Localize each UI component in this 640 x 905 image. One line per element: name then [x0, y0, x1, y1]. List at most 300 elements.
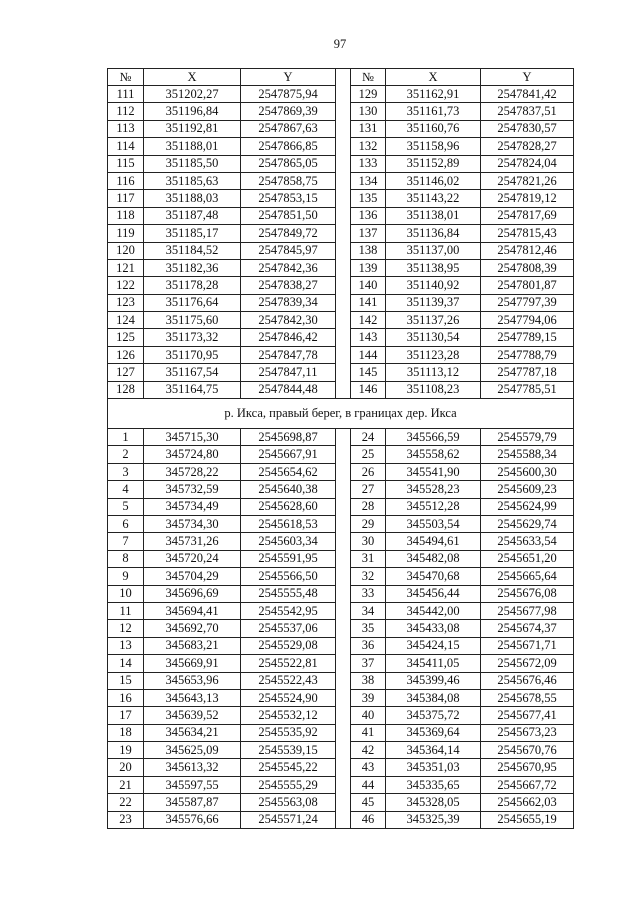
table-row [108, 794, 574, 811]
cell-x-coordinate: 351113,12 [386, 364, 481, 381]
cell-point-number: 124 [108, 312, 144, 329]
column-gap [336, 794, 351, 811]
column-gap [336, 637, 351, 654]
table-row [108, 172, 574, 189]
cell-point-number: 30 [351, 533, 386, 550]
cell-point-number: 116 [108, 172, 144, 189]
cell-x-coordinate: 351130,54 [386, 329, 481, 346]
cell-x-coordinate: 351139,37 [386, 294, 481, 311]
cell-x-coordinate: 345494,61 [386, 533, 481, 550]
cell-y-coordinate: 2545539,15 [241, 742, 336, 759]
table-row [108, 637, 574, 654]
cell-point-number: 19 [108, 742, 144, 759]
cell-y-coordinate: 2547841,42 [481, 86, 574, 103]
column-gap [336, 207, 351, 224]
cell-y-coordinate: 2547842,30 [241, 312, 336, 329]
cell-point-number: 8 [108, 550, 144, 567]
cell-x-coordinate: 345433,08 [386, 620, 481, 637]
cell-y-coordinate: 2545563,08 [241, 794, 336, 811]
cell-y-coordinate: 2545555,48 [241, 585, 336, 602]
page-number: 97 [333, 37, 347, 51]
column-gap [336, 463, 351, 480]
section-title-row [108, 399, 574, 429]
cell-y-coordinate: 2545678,55 [481, 689, 574, 706]
column-gap [336, 312, 351, 329]
cell-x-coordinate: 345456,44 [386, 585, 481, 602]
cell-y-coordinate: 2545677,98 [481, 602, 574, 619]
cell-y-coordinate: 2545667,72 [481, 776, 574, 793]
table-row [108, 498, 574, 515]
column-gap [336, 724, 351, 741]
cell-x-coordinate: 345325,39 [386, 811, 481, 828]
cell-point-number: 34 [351, 602, 386, 619]
cell-y-coordinate: 2547839,34 [241, 294, 336, 311]
cell-x-coordinate: 345696,69 [144, 585, 241, 602]
cell-point-number: 11 [108, 602, 144, 619]
cell-x-coordinate: 351185,63 [144, 172, 241, 189]
cell-y-coordinate: 2545522,43 [241, 672, 336, 689]
section-title-body [108, 399, 574, 429]
cell-y-coordinate: 2545545,22 [241, 759, 336, 776]
cell-point-number: 42 [351, 742, 386, 759]
table-row [108, 759, 574, 776]
table-row [108, 329, 574, 346]
cell-x-coordinate: 345731,26 [144, 533, 241, 550]
cell-y-coordinate: 2545698,87 [241, 429, 336, 446]
cell-point-number: 138 [351, 242, 386, 259]
table-row [108, 242, 574, 259]
cell-point-number: 114 [108, 138, 144, 155]
column-gap [336, 620, 351, 637]
column-gap [336, 585, 351, 602]
cell-point-number: 38 [351, 672, 386, 689]
cell-x-coordinate: 345375,72 [386, 707, 481, 724]
table-row [108, 207, 574, 224]
cell-point-number: 146 [351, 381, 386, 398]
cell-point-number: 122 [108, 277, 144, 294]
cell-x-coordinate: 345613,32 [144, 759, 241, 776]
cell-y-coordinate: 2545676,46 [481, 672, 574, 689]
cell-y-coordinate: 2545624,99 [481, 498, 574, 515]
cell-point-number: 125 [108, 329, 144, 346]
column-gap [336, 381, 351, 398]
cell-point-number: 39 [351, 689, 386, 706]
cell-x-coordinate: 351175,60 [144, 312, 241, 329]
table-row [108, 533, 574, 550]
cell-y-coordinate: 2547821,26 [481, 172, 574, 189]
cell-x-coordinate: 351173,32 [144, 329, 241, 346]
cell-y-coordinate: 2545522,81 [241, 655, 336, 672]
table-row [108, 277, 574, 294]
cell-point-number: 118 [108, 207, 144, 224]
cell-point-number: 46 [351, 811, 386, 828]
cell-y-coordinate: 2545677,41 [481, 707, 574, 724]
cell-point-number: 17 [108, 707, 144, 724]
column-gap [336, 242, 351, 259]
column-gap [336, 429, 351, 446]
cell-x-coordinate: 345558,62 [386, 446, 481, 463]
cell-y-coordinate: 2547842,36 [241, 259, 336, 276]
cell-point-number: 120 [108, 242, 144, 259]
cell-y-coordinate: 2547847,78 [241, 346, 336, 363]
table-row [108, 550, 574, 567]
cell-x-coordinate: 351161,73 [386, 103, 481, 120]
cell-y-coordinate: 2545673,23 [481, 724, 574, 741]
column-gap [336, 259, 351, 276]
cell-x-coordinate: 351185,50 [144, 155, 241, 172]
column-gap [336, 446, 351, 463]
table-row [108, 190, 574, 207]
cell-y-coordinate: 2547794,06 [481, 312, 574, 329]
cell-point-number: 12 [108, 620, 144, 637]
cell-point-number: 1 [108, 429, 144, 446]
cell-y-coordinate: 2547808,39 [481, 259, 574, 276]
cell-point-number: 4 [108, 481, 144, 498]
column-gap [336, 138, 351, 155]
column-gap [336, 103, 351, 120]
table-row [108, 86, 574, 103]
cell-y-coordinate: 2547789,15 [481, 329, 574, 346]
cell-point-number: 111 [108, 86, 144, 103]
cell-point-number: 145 [351, 364, 386, 381]
cell-x-coordinate: 351167,54 [144, 364, 241, 381]
cell-y-coordinate: 2547788,79 [481, 346, 574, 363]
cell-y-coordinate: 2545670,76 [481, 742, 574, 759]
cell-x-coordinate: 351146,02 [386, 172, 481, 189]
cell-y-coordinate: 2545591,95 [241, 550, 336, 567]
cell-x-coordinate: 345482,08 [386, 550, 481, 567]
cell-y-coordinate: 2547858,75 [241, 172, 336, 189]
table-row [108, 742, 574, 759]
cell-y-coordinate: 2545651,20 [481, 550, 574, 567]
cell-point-number: 25 [351, 446, 386, 463]
cell-point-number: 13 [108, 637, 144, 654]
cell-y-coordinate: 2545609,23 [481, 481, 574, 498]
cell-y-coordinate: 2545579,79 [481, 429, 574, 446]
table-row [108, 672, 574, 689]
table-row [108, 568, 574, 585]
cell-x-coordinate: 351178,28 [144, 277, 241, 294]
cell-x-coordinate: 345597,55 [144, 776, 241, 793]
cell-x-coordinate: 345634,21 [144, 724, 241, 741]
cell-y-coordinate: 2547830,57 [481, 120, 574, 137]
column-gap [336, 294, 351, 311]
table-row [108, 294, 574, 311]
cell-x-coordinate: 345715,30 [144, 429, 241, 446]
cell-point-number: 21 [108, 776, 144, 793]
cell-x-coordinate: 351143,22 [386, 190, 481, 207]
cell-x-coordinate: 351160,76 [386, 120, 481, 137]
cell-point-number: 9 [108, 568, 144, 585]
cell-y-coordinate: 2547846,42 [241, 329, 336, 346]
cell-y-coordinate: 2547828,27 [481, 138, 574, 155]
top-section-body [108, 86, 574, 399]
column-gap [336, 346, 351, 363]
cell-y-coordinate: 2545524,90 [241, 689, 336, 706]
column-gap [336, 481, 351, 498]
cell-x-coordinate: 345734,30 [144, 515, 241, 532]
cell-y-coordinate: 2547869,39 [241, 103, 336, 120]
cell-x-coordinate: 345541,90 [386, 463, 481, 480]
cell-x-coordinate: 345528,23 [386, 481, 481, 498]
cell-y-coordinate: 2545633,54 [481, 533, 574, 550]
section-title: р. Икса, правый берег, в границах дер. Икса [108, 399, 574, 429]
cell-x-coordinate: 345328,05 [386, 794, 481, 811]
cell-point-number: 10 [108, 585, 144, 602]
cell-point-number: 36 [351, 637, 386, 654]
column-gap [336, 655, 351, 672]
cell-x-coordinate: 345704,29 [144, 568, 241, 585]
table-header-row [108, 69, 574, 86]
cell-x-coordinate: 345732,59 [144, 481, 241, 498]
cell-x-coordinate: 351202,27 [144, 86, 241, 103]
cell-point-number: 129 [351, 86, 386, 103]
cell-x-coordinate: 351170,95 [144, 346, 241, 363]
table-row [108, 463, 574, 480]
column-gap [336, 172, 351, 189]
cell-x-coordinate: 345653,96 [144, 672, 241, 689]
table-row [108, 155, 574, 172]
cell-x-coordinate: 345692,70 [144, 620, 241, 637]
cell-point-number: 43 [351, 759, 386, 776]
cell-y-coordinate: 2545571,24 [241, 811, 336, 828]
header-number: № [351, 69, 386, 86]
cell-point-number: 27 [351, 481, 386, 498]
table-row [108, 259, 574, 276]
cell-point-number: 126 [108, 346, 144, 363]
cell-y-coordinate: 2547847,11 [241, 364, 336, 381]
cell-y-coordinate: 2547812,46 [481, 242, 574, 259]
cell-x-coordinate: 351137,26 [386, 312, 481, 329]
cell-x-coordinate: 345424,15 [386, 637, 481, 654]
cell-point-number: 3 [108, 463, 144, 480]
cell-point-number: 22 [108, 794, 144, 811]
column-gap [336, 742, 351, 759]
table-row [108, 811, 574, 828]
cell-x-coordinate: 345566,59 [386, 429, 481, 446]
cell-x-coordinate: 351188,01 [144, 138, 241, 155]
cell-x-coordinate: 351176,64 [144, 294, 241, 311]
cell-y-coordinate: 2545588,34 [481, 446, 574, 463]
cell-point-number: 33 [351, 585, 386, 602]
column-gap [336, 225, 351, 242]
header-x: X [386, 69, 481, 86]
cell-point-number: 16 [108, 689, 144, 706]
cell-point-number: 121 [108, 259, 144, 276]
cell-point-number: 23 [108, 811, 144, 828]
cell-y-coordinate: 2545537,06 [241, 620, 336, 637]
cell-point-number: 15 [108, 672, 144, 689]
cell-point-number: 44 [351, 776, 386, 793]
cell-y-coordinate: 2545600,30 [481, 463, 574, 480]
cell-point-number: 123 [108, 294, 144, 311]
cell-y-coordinate: 2547785,51 [481, 381, 574, 398]
cell-x-coordinate: 345512,28 [386, 498, 481, 515]
table-row [108, 446, 574, 463]
cell-point-number: 142 [351, 312, 386, 329]
table-row [108, 620, 574, 637]
column-gap [336, 811, 351, 828]
cell-y-coordinate: 2545618,53 [241, 515, 336, 532]
cell-point-number: 6 [108, 515, 144, 532]
table-row [108, 707, 574, 724]
cell-y-coordinate: 2547844,48 [241, 381, 336, 398]
cell-y-coordinate: 2547787,18 [481, 364, 574, 381]
column-gap [336, 69, 351, 86]
cell-x-coordinate: 351196,84 [144, 103, 241, 120]
table-row [108, 381, 574, 398]
cell-point-number: 143 [351, 329, 386, 346]
cell-x-coordinate: 345369,64 [386, 724, 481, 741]
cell-y-coordinate: 2545542,95 [241, 602, 336, 619]
header-number: № [108, 69, 144, 86]
cell-y-coordinate: 2545670,95 [481, 759, 574, 776]
cell-x-coordinate: 351164,75 [144, 381, 241, 398]
cell-y-coordinate: 2545674,37 [481, 620, 574, 637]
table-row [108, 225, 574, 242]
cell-y-coordinate: 2545529,08 [241, 637, 336, 654]
cell-y-coordinate: 2547849,72 [241, 225, 336, 242]
cell-point-number: 24 [351, 429, 386, 446]
cell-point-number: 137 [351, 225, 386, 242]
cell-y-coordinate: 2545667,91 [241, 446, 336, 463]
table-row [108, 724, 574, 741]
table-row [108, 481, 574, 498]
cell-point-number: 32 [351, 568, 386, 585]
cell-x-coordinate: 351162,91 [386, 86, 481, 103]
table-row [108, 364, 574, 381]
table-row [108, 655, 574, 672]
cell-point-number: 133 [351, 155, 386, 172]
cell-x-coordinate: 345639,52 [144, 707, 241, 724]
cell-point-number: 136 [351, 207, 386, 224]
cell-x-coordinate: 345694,41 [144, 602, 241, 619]
cell-y-coordinate: 2547851,50 [241, 207, 336, 224]
cell-y-coordinate: 2547838,27 [241, 277, 336, 294]
column-gap [336, 602, 351, 619]
cell-y-coordinate: 2547845,97 [241, 242, 336, 259]
cell-y-coordinate: 2547837,51 [481, 103, 574, 120]
cell-x-coordinate: 351108,23 [386, 381, 481, 398]
cell-x-coordinate: 351152,89 [386, 155, 481, 172]
cell-point-number: 20 [108, 759, 144, 776]
column-gap [336, 190, 351, 207]
cell-point-number: 127 [108, 364, 144, 381]
coordinates-table [107, 68, 574, 829]
table-row [108, 602, 574, 619]
table-row [108, 312, 574, 329]
table-row [108, 346, 574, 363]
column-gap [336, 120, 351, 137]
cell-point-number: 130 [351, 103, 386, 120]
cell-y-coordinate: 2545555,29 [241, 776, 336, 793]
cell-x-coordinate: 345351,03 [386, 759, 481, 776]
cell-point-number: 14 [108, 655, 144, 672]
cell-x-coordinate: 351192,81 [144, 120, 241, 137]
table-row [108, 138, 574, 155]
cell-point-number: 128 [108, 381, 144, 398]
cell-x-coordinate: 345442,00 [386, 602, 481, 619]
cell-point-number: 18 [108, 724, 144, 741]
cell-x-coordinate: 345683,21 [144, 637, 241, 654]
cell-y-coordinate: 2547865,05 [241, 155, 336, 172]
cell-x-coordinate: 351140,92 [386, 277, 481, 294]
cell-y-coordinate: 2545640,38 [241, 481, 336, 498]
table-row [108, 429, 574, 446]
cell-x-coordinate: 345411,05 [386, 655, 481, 672]
cell-x-coordinate: 345643,13 [144, 689, 241, 706]
column-gap [336, 759, 351, 776]
cell-x-coordinate: 345503,54 [386, 515, 481, 532]
table-row [108, 689, 574, 706]
header-y: Y [241, 69, 336, 86]
cell-point-number: 29 [351, 515, 386, 532]
cell-y-coordinate: 2547819,12 [481, 190, 574, 207]
header-y: Y [481, 69, 574, 86]
cell-x-coordinate: 351123,28 [386, 346, 481, 363]
table-row [108, 585, 574, 602]
column-gap [336, 329, 351, 346]
table-row [108, 120, 574, 137]
cell-point-number: 140 [351, 277, 386, 294]
cell-x-coordinate: 345724,80 [144, 446, 241, 463]
cell-y-coordinate: 2547817,69 [481, 207, 574, 224]
cell-x-coordinate: 345587,87 [144, 794, 241, 811]
table-row [108, 515, 574, 532]
cell-point-number: 141 [351, 294, 386, 311]
cell-point-number: 117 [108, 190, 144, 207]
cell-x-coordinate: 345720,24 [144, 550, 241, 567]
column-gap [336, 550, 351, 567]
cell-x-coordinate: 345384,08 [386, 689, 481, 706]
cell-y-coordinate: 2547867,63 [241, 120, 336, 137]
column-gap [336, 568, 351, 585]
table-row [108, 103, 574, 120]
cell-point-number: 7 [108, 533, 144, 550]
column-gap [336, 364, 351, 381]
cell-y-coordinate: 2547815,43 [481, 225, 574, 242]
cell-point-number: 2 [108, 446, 144, 463]
cell-x-coordinate: 351184,52 [144, 242, 241, 259]
cell-x-coordinate: 351158,96 [386, 138, 481, 155]
cell-x-coordinate: 345728,22 [144, 463, 241, 480]
cell-x-coordinate: 345625,09 [144, 742, 241, 759]
cell-y-coordinate: 2547797,39 [481, 294, 574, 311]
column-gap [336, 86, 351, 103]
cell-point-number: 35 [351, 620, 386, 637]
cell-x-coordinate: 351182,36 [144, 259, 241, 276]
cell-y-coordinate: 2545662,03 [481, 794, 574, 811]
cell-y-coordinate: 2545672,09 [481, 655, 574, 672]
cell-y-coordinate: 2545671,71 [481, 637, 574, 654]
cell-point-number: 45 [351, 794, 386, 811]
bottom-section-body [108, 429, 574, 829]
cell-x-coordinate: 351137,00 [386, 242, 481, 259]
cell-y-coordinate: 2547853,15 [241, 190, 336, 207]
cell-y-coordinate: 2545654,62 [241, 463, 336, 480]
column-gap [336, 155, 351, 172]
column-gap [336, 277, 351, 294]
cell-x-coordinate: 345364,14 [386, 742, 481, 759]
cell-x-coordinate: 351138,95 [386, 259, 481, 276]
cell-x-coordinate: 351187,48 [144, 207, 241, 224]
cell-x-coordinate: 345399,46 [386, 672, 481, 689]
cell-point-number: 119 [108, 225, 144, 242]
cell-point-number: 134 [351, 172, 386, 189]
column-gap [336, 689, 351, 706]
cell-point-number: 41 [351, 724, 386, 741]
cell-x-coordinate: 345734,49 [144, 498, 241, 515]
